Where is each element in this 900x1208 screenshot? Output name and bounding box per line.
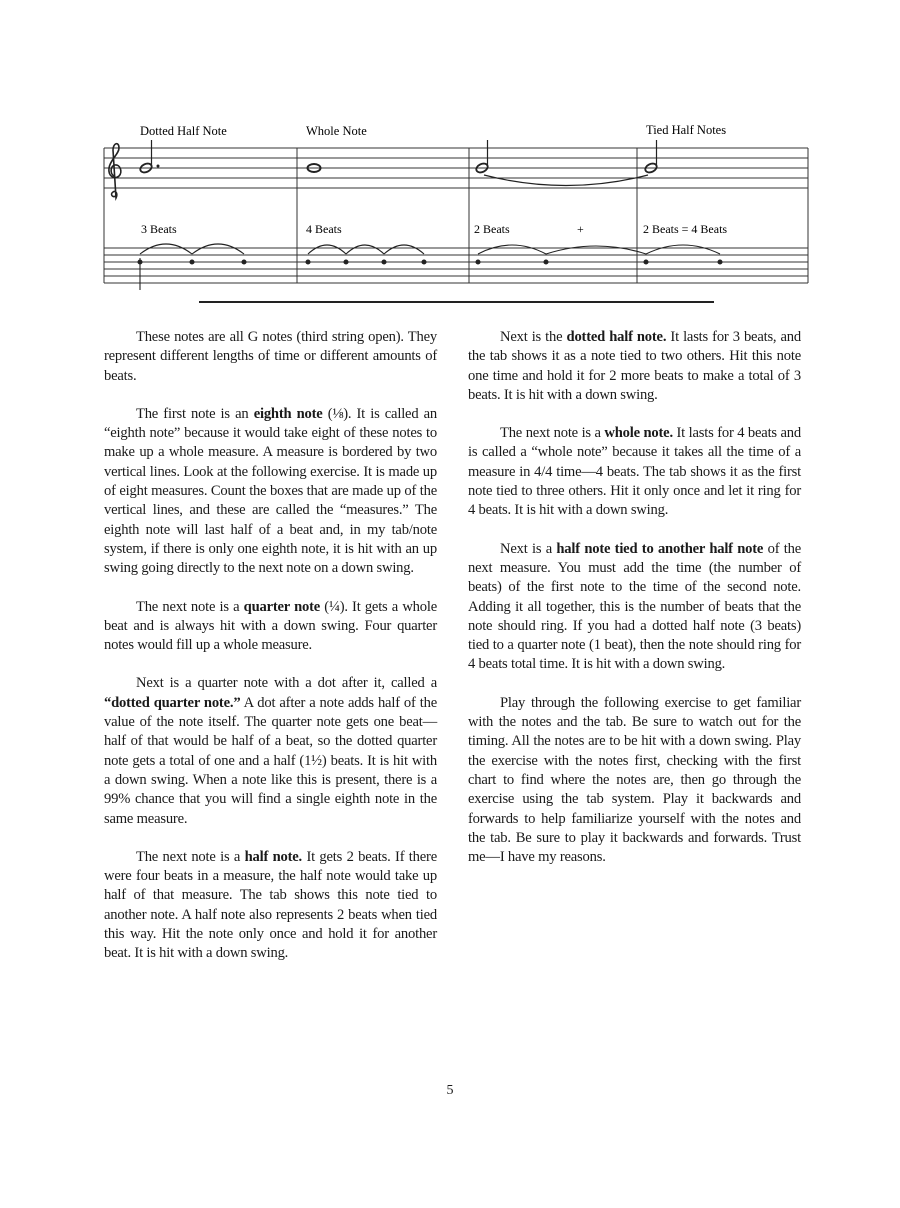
- paragraph: [468, 694, 801, 868]
- treble-clef-icon: [109, 144, 121, 198]
- text-run: It gets 2 beats. If there were four beats in a measure, the half note would take up half of that measure. The tab shows this note tied to another note. A half note also represents 2 beats when tied this way. Hit the note only once and hold it for another beat. It is hit with a down swing.: [104, 848, 437, 962]
- paragraph: [104, 328, 437, 386]
- tab-staff: [104, 248, 808, 283]
- plus-sign: +: [577, 222, 584, 236]
- notation-figure: [0, 0, 900, 320]
- bold-term: eighth note: [253, 405, 323, 422]
- label-dotted-half-note: Dotted Half Note: [140, 124, 227, 138]
- text-run: The next note is a: [136, 848, 245, 865]
- beats-label-total: 2 Beats = 4 Beats: [643, 222, 728, 236]
- paragraph: [104, 405, 437, 579]
- page-number: 5: [446, 1083, 454, 1098]
- label-whole-note: Whole Note: [306, 124, 367, 138]
- text-run: Next is the: [500, 329, 567, 345]
- text-run: The first note is an: [136, 405, 254, 422]
- text-run: (¼). It gets a whole beat and is always hit with a down swing. Four quarter notes would fill up a whole measure.: [104, 598, 438, 654]
- bold-term: half note tied to another half note: [556, 540, 764, 557]
- text-run: Next is a: [500, 540, 557, 557]
- dotted-half-note: [139, 140, 160, 174]
- paragraph: [468, 540, 801, 675]
- text-run: It lasts for 4 beats and is called a “whole note” because it takes all the time of a measure in 4/4 time—4 beats. The tab shows it as the first note tied to three others. Hit it only once and let it ring for 4 beats. It is hit with a down swing.: [468, 425, 801, 519]
- bold-term: half note.: [244, 848, 303, 865]
- right-column: [468, 328, 801, 886]
- beats-label-dotted-half: 3 Beats: [141, 222, 177, 236]
- text-run: Next is a quarter note with a dot after it, called a: [136, 675, 437, 692]
- paragraph: [104, 598, 437, 656]
- text-run: The next note is a: [500, 425, 605, 442]
- text-run: These notes are all G notes (third string open). They represent different lengths of time or different amounts of beats.: [104, 329, 437, 384]
- beats-label-whole: 4 Beats: [306, 222, 342, 236]
- bold-term: whole note.: [604, 425, 673, 442]
- paragraph: [104, 674, 437, 828]
- beats-label-half: 2 Beats: [474, 222, 510, 236]
- tied-half-notes: [475, 140, 658, 186]
- paragraph: [468, 424, 801, 520]
- paragraph: [468, 328, 801, 405]
- bold-term: “dotted quarter note.”: [104, 694, 241, 711]
- text-run: (⅛). It is called an “eighth note” because it would take eight of these notes to make up a whole measure. A measure is bordered by two vertical lines. Look at the following exercise. It is made up of eight measures. Count the boxes that are made up of the vertical lines, and these are called the “measures.” The eighth note will last half of a beat and, in my tab/note system, if there is only one eighth note, it is hit with an up swing going directly to the next note on a down swing.: [104, 405, 438, 577]
- paragraph: [104, 848, 437, 964]
- bold-term: quarter note: [243, 598, 321, 615]
- left-column: [104, 328, 437, 983]
- text-run: The next note is a: [136, 598, 244, 615]
- text-run: Play through the following exercise to get familiar with the notes and the tab. Be sure to watch out for the timing. All the notes are to be hit with a down swing. Play the exercise with the notes first, checking with the first chart to find where the notes are, then go through the exercise using the tab system. Play it backwards and forwards to help familiarize yourself with the notes and the tab. Be sure to play it backwards and forwards. Trust me—I have my reasons.: [468, 694, 801, 866]
- text-run: A dot after a note adds half of the value of the note itself. The quarter note gets one beat—half of that would be half of a beat, so the dotted quarter note gets a total of one and a half (1½) beats. It is hit with a down swing. When a note like this is present, there is a 99% chance that you will find a single eighth note in the same measure.: [104, 694, 437, 827]
- bold-term: dotted half note.: [566, 329, 667, 345]
- text-run: of the next measure. You must add the time (the number of beats) of the first note to the time of the second note. Adding it all together, this is the number of beats that the note should ring. If you had a dotted half note (3 beats) tied to a quarter note (1 beat), then the note should ring for 4 beats total time. It is hit with a down swing.: [468, 540, 801, 673]
- text-run: It lasts for 3 beats, and the tab shows it as a note tied to two others. Hit this note one time and hold it for 2 more beats to make a total of 3 beats. It is hit with a down swing.: [468, 329, 801, 403]
- music-staff: [104, 148, 808, 188]
- label-tied-half-notes: Tied Half Notes: [646, 123, 727, 137]
